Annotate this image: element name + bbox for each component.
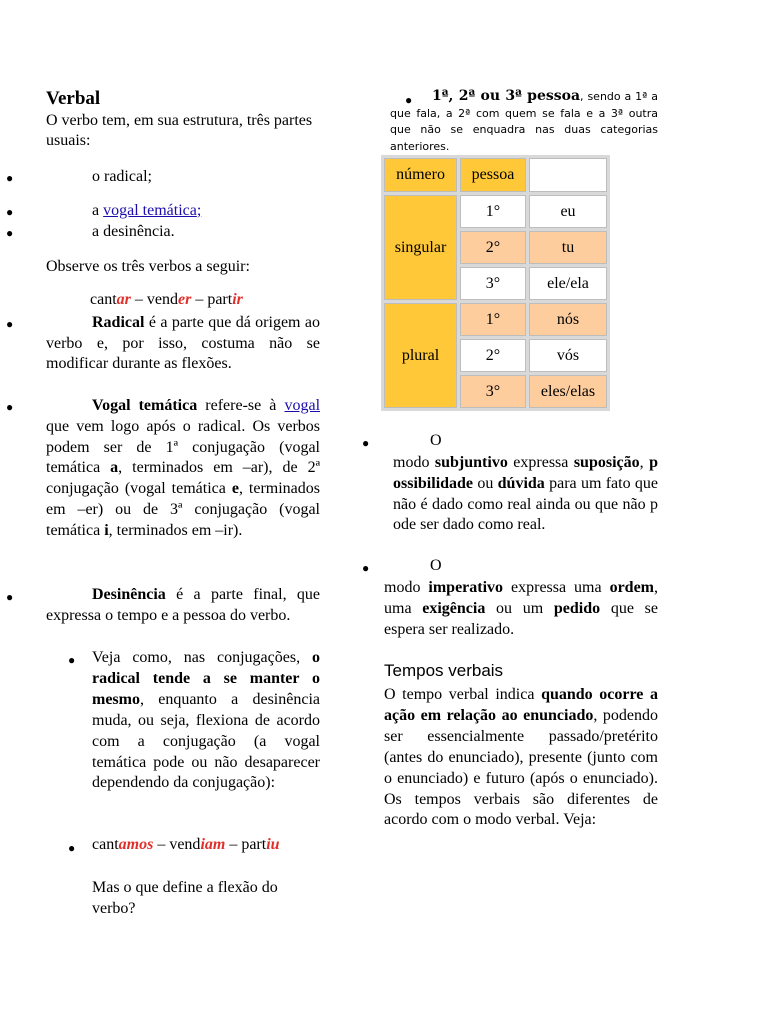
vogal-definition: Vogal temática refere-se à vogal que vem logo após o radical. Os verbos podem ser de 1ª conjugação (vogal temática a, terminados em –ar), de 2ª conjugação (vogal temática e, terminados em –er) ou de 3ª conjugação (vogal temática i, terminados em –ir). — [46, 397, 321, 539]
cell-person: 3° — [460, 375, 526, 408]
cell-pronoun: eu — [529, 195, 607, 228]
tempos-heading: Tempos verbais — [384, 661, 504, 680]
subjuntivo-o: O — [430, 432, 442, 449]
bullet-icon: ● — [362, 436, 370, 450]
tempos-text: O tempo verbal indica quando ocorre a ação em relação ao enunciado, podendo ser essencialmente passado/pretérito (antes do enunciado), presente (junto com o enunciado) e futuro (após o enunciado). Os tempos verbais são diferentes de acordo com o modo verbal. Veja: — [384, 686, 658, 829]
cell-person: 2° — [460, 339, 526, 372]
example-verbs-conjugated: cantamos – vendiam – partiu — [92, 836, 280, 853]
pessoa-definition: 1ª, 2ª ou 3ª pessoa, sendo a 1ª a que fala, a 2ª com quem se fala e a 3ª outra que não se enquadra nas duas categorias anteriores. — [390, 88, 658, 153]
subjuntivo-text: modo subjuntivo expressa suposição, possibilidade ou dúvida para um fato que não é dado como real ainda ou que não pode ser dado como real. — [393, 454, 658, 534]
part-vogal: a vogal temática; — [92, 202, 202, 219]
bullet-icon: ● — [6, 205, 14, 219]
cell-pronoun: eles/elas — [529, 375, 607, 408]
cell-pronoun: ele/ela — [529, 267, 607, 300]
cell-pronoun: tu — [529, 231, 607, 264]
cell-person: 3° — [460, 267, 526, 300]
person-table — [381, 155, 610, 411]
cell-person: 2° — [460, 231, 526, 264]
bullet-icon: ● — [68, 653, 76, 667]
desinencia-definition: Desinência é a parte final, que expressa o tempo e a pessoa do verbo. — [46, 586, 320, 624]
header-numero: número — [384, 158, 457, 192]
bullet-icon: ● — [6, 171, 14, 185]
vogal-link[interactable]: vogal — [284, 397, 321, 414]
header-pessoa: pessoa — [460, 158, 526, 192]
example-verbs-infinitive: cantar – vender – partir — [90, 291, 243, 308]
header-empty — [529, 158, 607, 192]
part-desinencia: a desinência. — [92, 223, 175, 240]
observe-text: Observe os três verbos a seguir: — [46, 258, 250, 275]
cell-person: 1° — [460, 195, 526, 228]
bullet-icon: ● — [6, 317, 14, 331]
part-radical: o radical; — [92, 168, 152, 185]
cell-person: 1° — [460, 303, 526, 336]
cell-singular: singular — [384, 195, 457, 300]
bullet-icon: ● — [6, 590, 14, 604]
bullet-icon: ● — [362, 561, 370, 575]
bullet-icon: ● — [6, 226, 14, 240]
radical-definition: Radical é a parte que dá origem ao verbo e, por isso, costuma não se modificar durante as flexões. — [46, 314, 320, 372]
cell-pronoun: nós — [529, 303, 607, 336]
section-heading: Verbal — [46, 88, 101, 109]
imperativo-text: modo imperativo expressa uma ordem, uma exigência ou um pedido que se espera ser realizado. — [384, 579, 658, 638]
bullet-icon: ● — [6, 400, 14, 414]
cell-pronoun: vós — [529, 339, 607, 372]
bullet-icon: ● — [68, 841, 76, 855]
cell-plural: plural — [384, 303, 457, 408]
question-text: Mas o que define a flexão do verbo? — [92, 879, 278, 917]
intro-text: O verbo tem, em sua estrutura, três partes usuais: — [46, 112, 313, 149]
veja-text: Veja como, nas conjugações, o radical tende a se manter o mesmo, enquanto a desinência muda, ou seja, flexiona de acordo com a conjugação (a vogal temática pode ou não desaparecer dependendo da conjugação): — [92, 649, 320, 792]
bullet-icon: ● — [405, 93, 413, 107]
imperativo-o: O — [430, 557, 442, 574]
vogal-tematica-link[interactable]: vogal temática — [103, 202, 197, 219]
